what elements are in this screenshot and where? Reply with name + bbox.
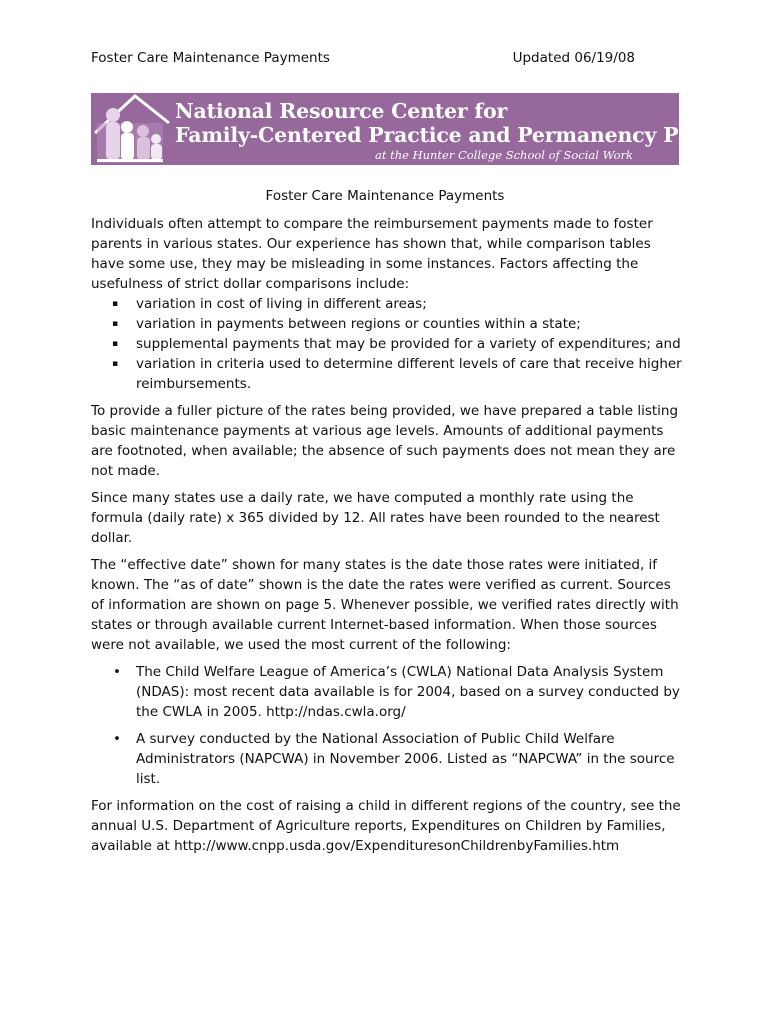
document-body bbox=[91, 214, 685, 856]
square-bullet-icon: ▪ bbox=[112, 319, 119, 329]
factors-list bbox=[91, 294, 685, 394]
sources-list bbox=[91, 662, 685, 789]
square-bullet-icon: ▪ bbox=[112, 359, 119, 369]
list-item-text: The Child Welfare League of America’s (CWLA) National Data Analysis System (NDAS): most recent data available is for 2004, based on a survey conducted by the CWLA in 2005. http://ndas.cwla.org/ bbox=[136, 664, 680, 720]
document-title: Foster Care Maintenance Payments bbox=[265, 188, 505, 204]
list-item bbox=[91, 662, 685, 722]
organization-banner bbox=[91, 93, 765, 165]
list-item-text: variation in cost of living in different areas; bbox=[136, 296, 427, 312]
list-item bbox=[91, 729, 685, 789]
list-item bbox=[91, 314, 685, 334]
cost-info-paragraph: For information on the cost of raising a child in different regions of the country, see the annual U.S. Department of Agriculture reports, Expenditures on Children by Families, available at http://www.cnpp.usda.gov/ExpendituresonChildrenbyFamilies.htm bbox=[91, 798, 681, 854]
list-item-text: supplemental payments that may be provided for a variety of expenditures; and bbox=[136, 336, 681, 352]
header-document-name: Foster Care Maintenance Payments bbox=[91, 50, 330, 66]
list-item-text: variation in payments between regions or counties within a state; bbox=[136, 316, 581, 332]
house-family-logo-icon bbox=[91, 93, 171, 165]
list-item bbox=[91, 294, 685, 314]
list-item-text: A survey conducted by the National Association of Public Child Welfare Administrators (NAPCWA) in November 2006. Listed as “NAPCWA” in the source list. bbox=[136, 731, 675, 787]
list-item bbox=[91, 354, 685, 394]
banner-title-line1: National Resource Center for bbox=[175, 99, 508, 123]
round-bullet-icon: • bbox=[113, 731, 121, 747]
daily-rate-paragraph: Since many states use a daily rate, we have computed a monthly rate using the formula (daily rate) x 365 divided by 12. All rates have been rounded to the nearest dollar. bbox=[91, 490, 660, 546]
list-item-text: variation in criteria used to determine different levels of care that receive higher reimbursements. bbox=[136, 356, 682, 392]
rates-paragraph: To provide a fuller picture of the rates being provided, we have prepared a table listing basic maintenance payments at various age levels. Amounts of additional payments are footnoted, when available; the absence of such payments does not mean they are not made. bbox=[91, 403, 679, 479]
effective-date-paragraph: The “effective date” shown for many states is the date those rates were initiated, if known. The “as of date” shown is the date the rates were verified as current. Sources of information are shown on page 5. Whenever possible, we verified rates directly with states or through available current Internet-based information. When those sources were not available, we used the most current of the following: bbox=[91, 557, 679, 653]
header-updated-date: Updated 06/19/08 bbox=[512, 50, 635, 66]
round-bullet-icon: • bbox=[113, 664, 121, 680]
square-bullet-icon: ▪ bbox=[112, 299, 119, 309]
list-item bbox=[91, 334, 685, 354]
square-bullet-icon: ▪ bbox=[112, 339, 119, 349]
intro-paragraph: Individuals often attempt to compare the reimbursement payments made to foster parents in various states. Our experience has shown that, while comparison tables have some use, they may be misleading in some instances. Factors affecting the usefulness of strict dollar comparisons include: bbox=[91, 216, 653, 292]
banner-title-line2: Family-Centered Practice and Permanency Planning bbox=[175, 123, 765, 147]
banner-subtitle: at the Hunter College School of Social Work bbox=[374, 148, 633, 162]
